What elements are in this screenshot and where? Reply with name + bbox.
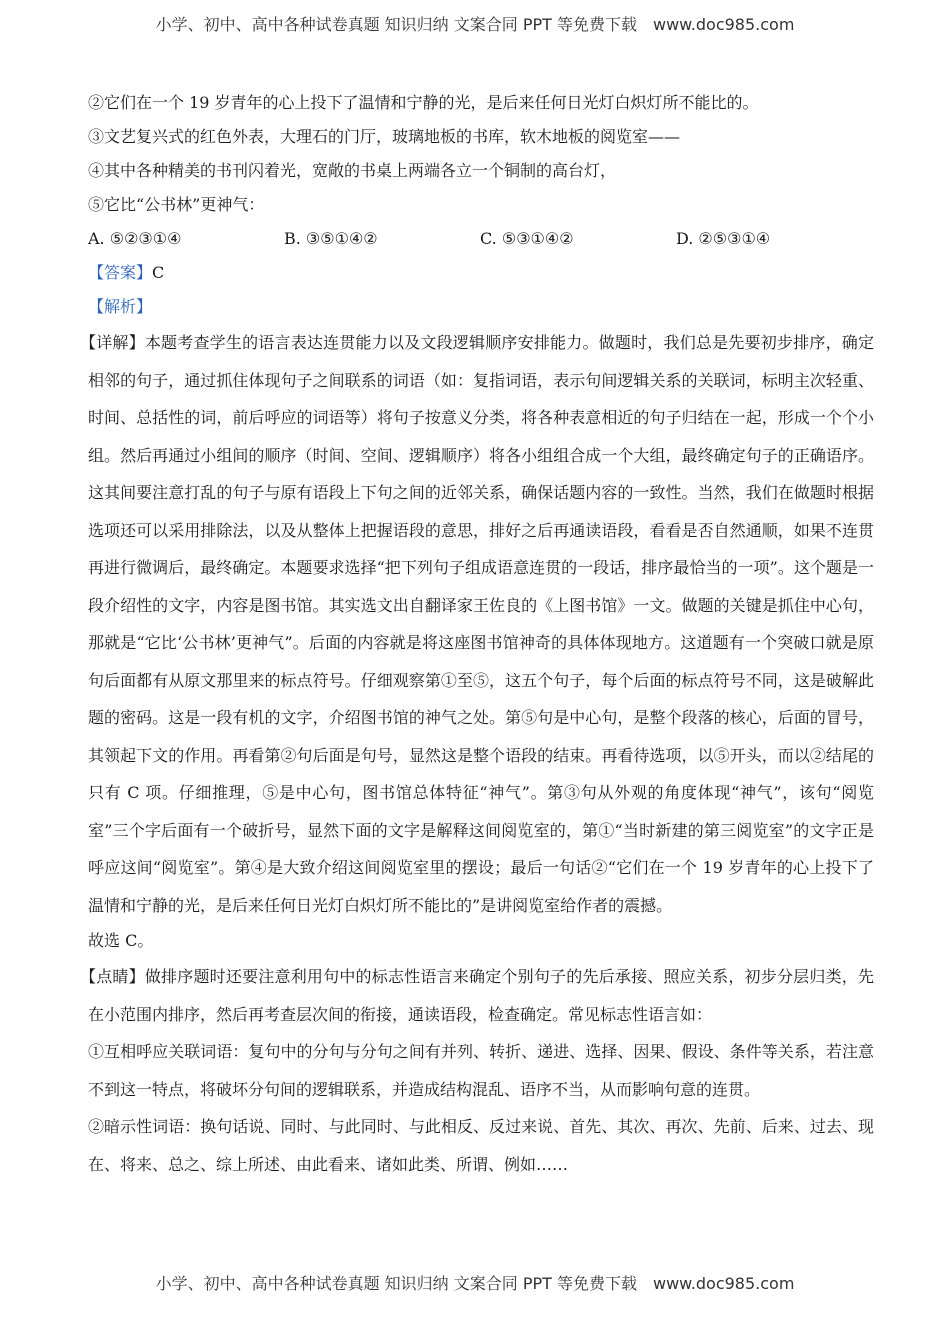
page-header: 小学、初中、高中各种试卷真题 知识归纳 文案合同 PPT 等免费下载 www.doc985.com [155, 15, 795, 34]
option-c: C. ⑤③①④② [480, 229, 574, 248]
conclusion: 故选 C。 [88, 931, 154, 950]
answer-row [88, 256, 874, 290]
sentence-4: ④其中各种精美的书刊闪着光，宽敞的书桌上两端各立一个铜制的高台灯， [88, 161, 617, 180]
sentence-2: ②它们在一个 19 岁青年的心上投下了温情和宁静的光，是后来任何日光灯白炽灯所不能比的。 [88, 93, 759, 112]
detail-paragraph [80, 324, 874, 924]
detail-label: 【详解】 [80, 333, 145, 352]
detail-text: 本题考查学生的语言表达连贯能力以及文段逻辑顺序安排能力。做题时，我们总是先要初步排序，确定相邻的句子，通过抓住体现句子之间联系的词语（如：复指词语，表示句间逻辑关系的关联词，标明主次轻重、时间、总括性的词，前后呼应的词语等）将句子按意义分类，将各种表意相近的句子归结在一起，形成一个个小组。然后再通过小组间的顺序（时间、空间、逻辑顺序）将各小组组合成一个大组，最终确定句子的正确语序。这其间要注意打乱的句子与原有语段上下句之间的近邻关系，确保话题内容的一致性。当然，我们在做题时根据选项还可以采用排除法，以及从整体上把握语段的意思，排好之后再通读语段，看看是否自然通顺，如果不连贯再进行微调后，最终确定。本题要求选择“把下列句子组成语意连贯的一段话，排序最恰当的一项”。这个题是一段介绍性的文字，内容是图书馆。其实选文出自翻译家王佐良的《上图书馆》一文。做题的关键是抓住中心句，那就是“它比‘公书林’更神气”。后面的内容就是将这座图书馆神奇的具体体现地方。这道题有一个突破口就是原句后面都有从原文那里来的标点符号。仔细观察第①至⑤，这五个句子，每个后面的标点符号不同，这是破解此题的密码。这是一段有机的文字，介绍图书馆的神气之处。第⑤句是中心句，是整个段落的核心，后面的冒号，其领起下文的作用。再看第②句后面是句号，显然这是整个语段的结束。再看待选项，以⑤开头，而以②结尾的只有 C 项。仔细推理，⑤是中心句，图书馆总体特征“神气”。第③句从外观的角度体现“神气”，该句“阅览室”三个字后面有一个破折号，显然下面的文字是解释这间阅览室的，第①“当时新建的第三阅览室”的文字正是呼应这间“阅览室”。第④是大致介绍这间阅览室里的摆设；最后一句话②“它们在一个 19 岁青年的心上投下了温情和宁静的光，是后来任何日光灯白炽灯所不能比的”是讲阅览室给作者的震撼。 [88, 333, 874, 915]
answer-label: 【答案】 [88, 263, 153, 282]
tip-item-2: ②暗示性词语：换句话说、同时、与此同时、与此相反、反过来说、首先、其次、再次、先前、后来、过去、现在、将来、总之、综上所述、由此看来、诸如此类、所谓、例如…… [88, 1117, 874, 1174]
analysis-row [88, 290, 874, 324]
sentence-3: ③文艺复兴式的红色外表，大理石的门厅，玻璃地板的书库，软木地板的阅览室—— [88, 127, 681, 146]
sentence-5: ⑤它比“公书林”更神气： [88, 195, 265, 214]
answer-options [88, 222, 874, 256]
option-d: D. ②⑤③①④ [676, 229, 771, 248]
tips-paragraph [80, 958, 874, 1033]
option-a: A. ⑤②③①④ [88, 229, 182, 248]
document-body [80, 86, 874, 1183]
tip-item-1: ①互相呼应关联词语：复句中的分句与分句之间有并列、转折、递进、选择、因果、假设、条件等关系，若注意不到这一特点，将破坏分句间的逻辑联系，并造成结构混乱、语序不当，从而影响句意的连贯。 [88, 1042, 874, 1099]
page-footer: 小学、初中、高中各种试卷真题 知识归纳 文案合同 PPT 等免费下载 www.doc985.com [155, 1274, 795, 1293]
answer-value: C [152, 263, 165, 282]
analysis-label: 【解析】 [88, 297, 153, 316]
option-b: B. ③⑤①④② [284, 229, 378, 248]
tips-text: 做排序题时还要注意利用句中的标志性语言来确定个别句子的先后承接、照应关系，初步分层归类，先在小范围内排序，然后再考查层次间的衔接，通读语段，检查确定。常见标志性语言如： [88, 967, 874, 1024]
tips-label: 【点睛】 [80, 967, 145, 986]
